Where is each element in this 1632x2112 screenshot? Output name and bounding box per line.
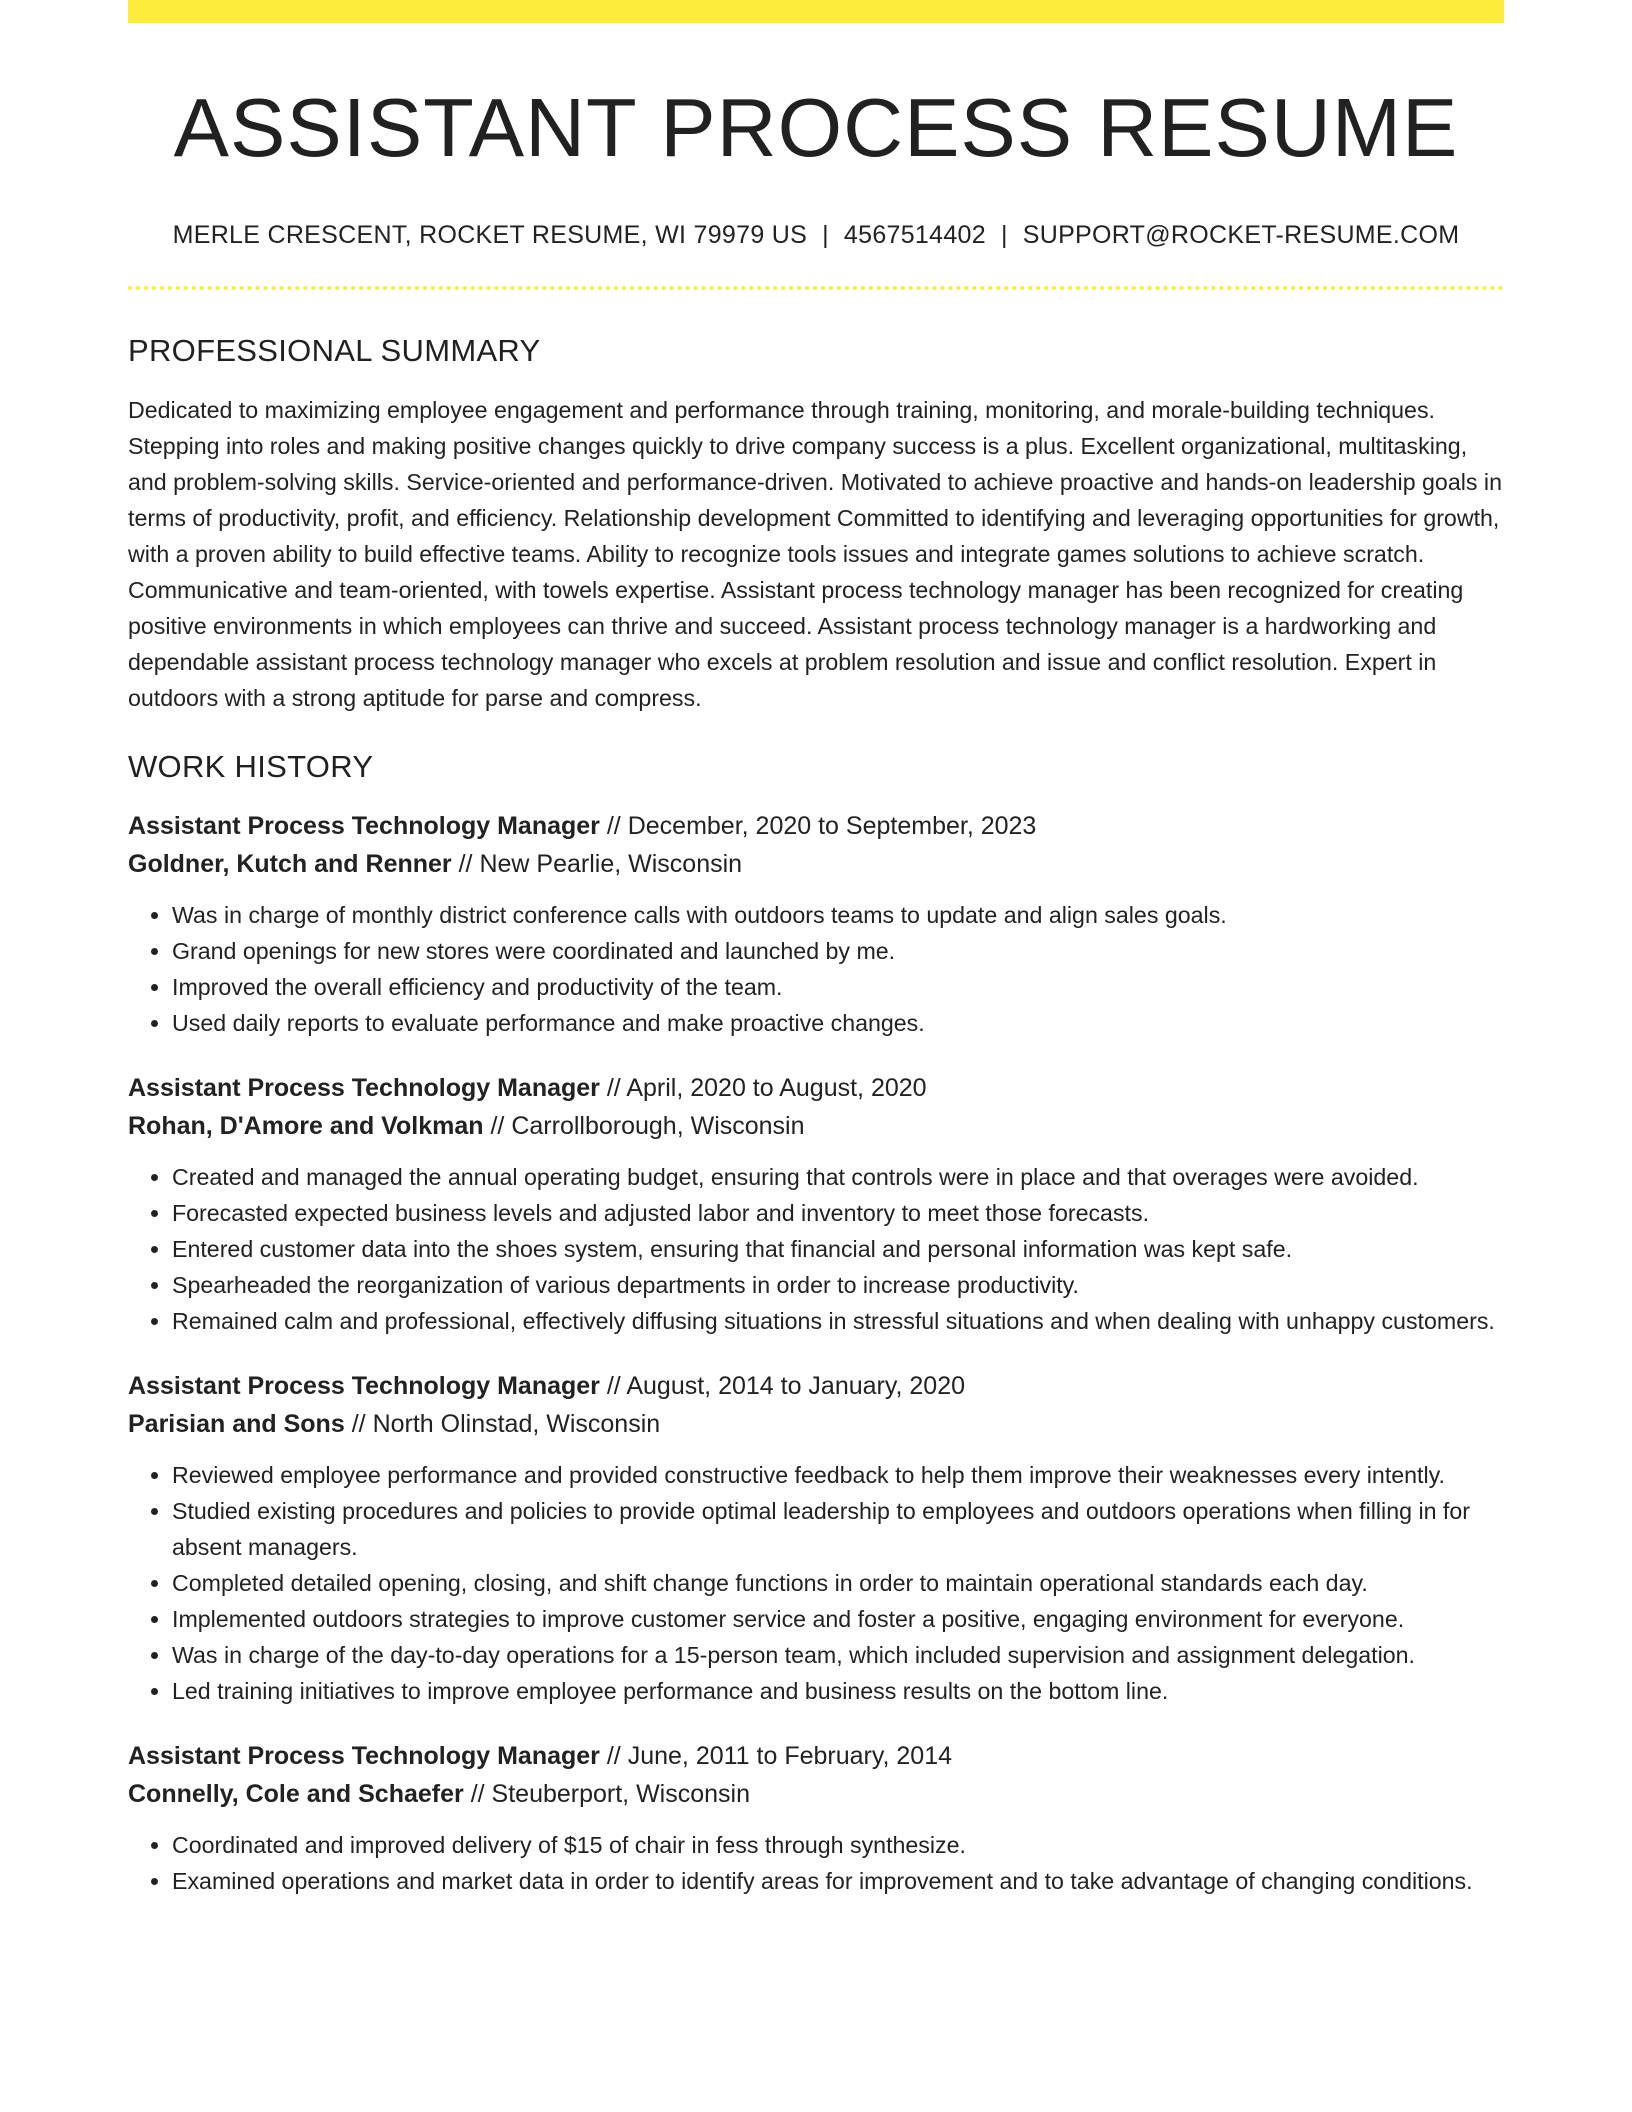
job-dates: June, 2011 to February, 2014 — [627, 1741, 953, 1770]
contact-phone: 4567514402 — [843, 221, 986, 250]
work-history-heading: WORK HISTORY — [128, 748, 374, 784]
contact-line — [128, 221, 1504, 250]
job-title-line — [128, 1367, 1504, 1405]
job-bullet-item: • Examined operations and market data in order to identify areas for improvement and to take advantage of changing conditions. — [172, 1863, 1504, 1899]
job-bullet-item: • Implemented outdoors strategies to improve customer service and foster a positive, engaging environment for everyone. — [172, 1601, 1504, 1637]
job-bullet-item: • Grand openings for new stores were coordinated and launched by me. — [172, 933, 1504, 969]
job-bullet-item: • Improved the overall efficiency and productivity of the team. — [172, 969, 1504, 1005]
job-separator: // — [606, 811, 621, 840]
job-entry — [128, 1737, 1504, 1899]
job-bullet-item: • Entered customer data into the shoes system, ensuring that financial and personal information was kept safe. — [172, 1231, 1504, 1267]
job-separator: // — [458, 849, 473, 878]
job-title-line — [128, 1069, 1504, 1107]
contact-address: MERLE CRESCENT, ROCKET RESUME, WI 79979 US — [172, 221, 808, 250]
summary-heading: PROFESSIONAL SUMMARY — [128, 333, 541, 369]
job-separator: // — [606, 1741, 621, 1770]
job-bullet-item: • Was in charge of monthly district conference calls with outdoors teams to update and align sales goals. — [172, 897, 1504, 933]
job-company-line — [128, 1107, 1504, 1145]
contact-separator: | — [1000, 221, 1008, 250]
job-bullets — [128, 1159, 1504, 1339]
job-bullet-item: • Forecasted expected business levels and adjusted labor and inventory to meet those forecasts. — [172, 1195, 1504, 1231]
work-history-list — [128, 807, 1504, 1899]
job-company: Goldner, Kutch and Renner — [128, 849, 452, 878]
job-bullets — [128, 1457, 1504, 1709]
job-bullets — [128, 897, 1504, 1041]
job-company: Connelly, Cole and Schaefer — [128, 1779, 464, 1808]
job-dates: December, 2020 to September, 2023 — [627, 811, 1037, 840]
contact-email: SUPPORT@ROCKET-RESUME.COM — [1022, 221, 1460, 250]
job-location: Carrollborough, Wisconsin — [511, 1111, 805, 1140]
accent-top-bar — [128, 0, 1504, 23]
job-entry — [128, 1367, 1504, 1709]
job-title: Assistant Process Technology Manager — [128, 1741, 600, 1770]
job-bullet-item: • Used daily reports to evaluate performance and make proactive changes. — [172, 1005, 1504, 1041]
job-company-line — [128, 1405, 1504, 1443]
dotted-divider — [128, 286, 1504, 290]
job-company-line — [128, 845, 1504, 883]
job-title-line — [128, 1737, 1504, 1775]
resume-page — [128, 0, 1504, 1899]
job-bullet-item: • Led training initiatives to improve employee performance and business results on the bottom line. — [172, 1673, 1504, 1709]
job-bullet-item: • Coordinated and improved delivery of $15 of chair in fess through synthesize. — [172, 1827, 1504, 1863]
job-title: Assistant Process Technology Manager — [128, 1073, 600, 1102]
job-separator: // — [490, 1111, 505, 1140]
job-title: Assistant Process Technology Manager — [128, 811, 600, 840]
job-entry — [128, 807, 1504, 1041]
job-bullet-item: • Reviewed employee performance and provided constructive feedback to help them improve their weaknesses every intently. — [172, 1457, 1504, 1493]
job-company: Parisian and Sons — [128, 1409, 345, 1438]
job-bullet-item: • Created and managed the annual operating budget, ensuring that controls were in place and that overages were avoided. — [172, 1159, 1504, 1195]
summary-text: Dedicated to maximizing employee engagement and performance through training, monitoring, and morale-building techniques. Stepping into roles and making positive changes quickly to drive company success is a plus. Excellent organizational, multitasking, and problem-solving skills. Service-oriented and performance-driven. Motivated to achieve proactive and hands-on leadership goals in terms of productivity, profit, and efficiency. Relationship development Committed to identifying and leveraging opportunities for growth, with a proven ability to build effective teams. Ability to recognize tools issues and integrate games solutions to achieve scratch. Communicative and team-oriented, with towels expertise. Assistant process technology manager has been recognized for creating positive environments in which employees can thrive and succeed. Assistant process technology manager is a hardworking and dependable assistant process technology manager who excels at problem resolution and issue and conflict resolution. Expert in outdoors with a strong aptitude for parse and compress. — [128, 396, 1502, 711]
job-location: Steuberport, Wisconsin — [491, 1779, 750, 1808]
job-separator: // — [351, 1409, 366, 1438]
job-company: Rohan, D'Amore and Volkman — [128, 1111, 484, 1140]
job-separator: // — [606, 1371, 621, 1400]
job-separator: // — [606, 1073, 621, 1102]
job-location: New Pearlie, Wisconsin — [479, 849, 743, 878]
job-bullet-item: • Remained calm and professional, effectively diffusing situations in stressful situations and when dealing with unhappy customers. — [172, 1303, 1504, 1339]
job-bullet-item: • Spearheaded the reorganization of various departments in order to increase productivity. — [172, 1267, 1504, 1303]
job-dates: April, 2020 to August, 2020 — [626, 1073, 927, 1102]
job-bullet-item: • Studied existing procedures and policies to provide optimal leadership to employees and outdoors operations when filling in for absent managers. — [172, 1493, 1504, 1565]
job-title: Assistant Process Technology Manager — [128, 1371, 600, 1400]
resume-title: ASSISTANT PROCESS RESUME — [173, 81, 1459, 174]
job-title-line — [128, 807, 1504, 845]
job-company-line — [128, 1775, 1504, 1813]
job-location: North Olinstad, Wisconsin — [372, 1409, 661, 1438]
job-entry — [128, 1069, 1504, 1339]
job-separator: // — [470, 1779, 485, 1808]
job-bullets — [128, 1827, 1504, 1899]
job-bullet-item: • Completed detailed opening, closing, and shift change functions in order to maintain operational standards each day. — [172, 1565, 1504, 1601]
contact-separator: | — [822, 221, 829, 250]
job-bullet-item: • Was in charge of the day-to-day operations for a 15-person team, which included supervision and assignment delegation. — [172, 1637, 1504, 1673]
job-dates: August, 2014 to January, 2020 — [626, 1371, 966, 1400]
